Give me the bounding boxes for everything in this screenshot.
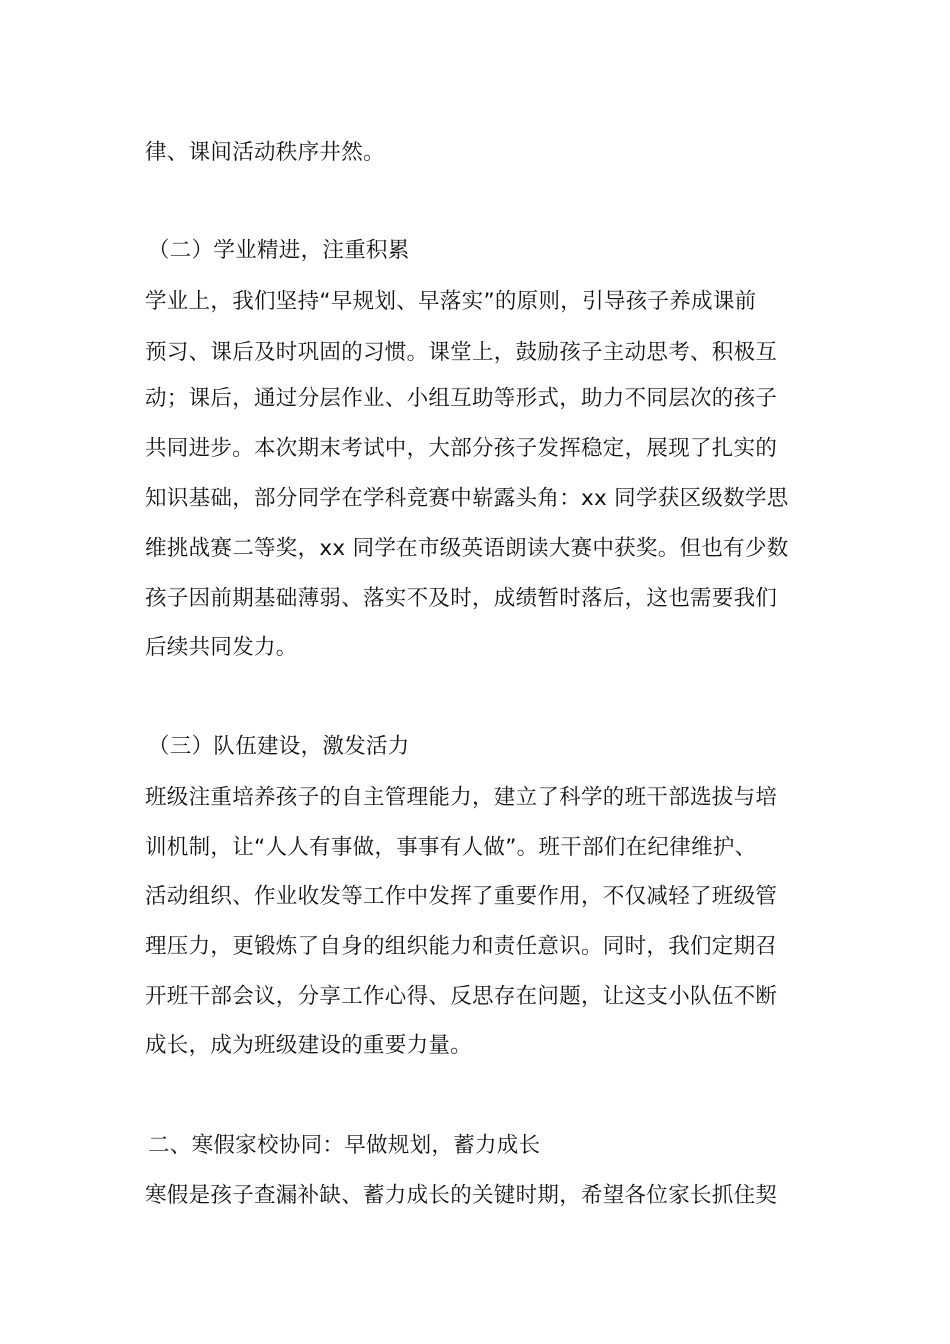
paragraph-line: 理压力，更锻炼了自身的组织能力和责任意识。同时，我们定期召 xyxy=(145,934,778,959)
section-heading-winter-break: 二、寒假家校协同：早做规划，蓄力成长 xyxy=(148,1133,541,1158)
paragraph-line: 学业上，我们坚持“早规划、早落实”的原则，引导孩子养成课前 xyxy=(145,289,757,314)
paragraph-line: 动；课后，通过分层作业、小组互助等形式，助力不同层次的孩子 xyxy=(145,386,778,411)
paragraph-line: 预习、课后及时巩固的习惯。课堂上，鼓励孩子主动思考、积极互 xyxy=(145,340,778,365)
paragraph-line: 成长，成为班级建设的重要力量。 xyxy=(145,1033,473,1058)
paragraph-line: 维挑战赛二等奖，xx 同学在市级英语朗读大赛中获奖。但也有少数 xyxy=(145,536,789,561)
paragraph-line: 律、课间活动秩序井然。 xyxy=(145,140,385,165)
paragraph-line: 训机制，让“人人有事做，事事有人做”。班干部们在纪律维护、 xyxy=(145,835,757,860)
paragraph-line: 共同进步。本次期末考试中，大部分孩子发挥稳定，展现了扎实的 xyxy=(145,436,778,461)
paragraph-line: 后续共同发力。 xyxy=(145,635,298,660)
paragraph-line: 知识基础，部分同学在学科竞赛中崭露头角：xx 同学获区级数学思 xyxy=(145,486,789,511)
paragraph-line: 开班干部会议，分享工作心得、反思存在问题，让这支小队伍不断 xyxy=(145,984,778,1009)
paragraph-line: 活动组织、作业收发等工作中发挥了重要作用，不仅减轻了班级管 xyxy=(145,884,778,909)
section-heading-academics: （二）学业精进，注重积累 xyxy=(148,238,410,263)
paragraph-line: 孩子因前期基础薄弱、落实不及时，成绩暂时落后，这也需要我们 xyxy=(145,586,778,611)
section-heading-team: （三）队伍建设，激发活力 xyxy=(148,734,410,759)
paragraph-line: 寒假是孩子查漏补缺、蓄力成长的关键时期，希望各位家长抓住契 xyxy=(145,1183,778,1208)
paragraph-line: 班级注重培养孩子的自主管理能力，建立了科学的班干部选拔与培 xyxy=(145,785,778,810)
